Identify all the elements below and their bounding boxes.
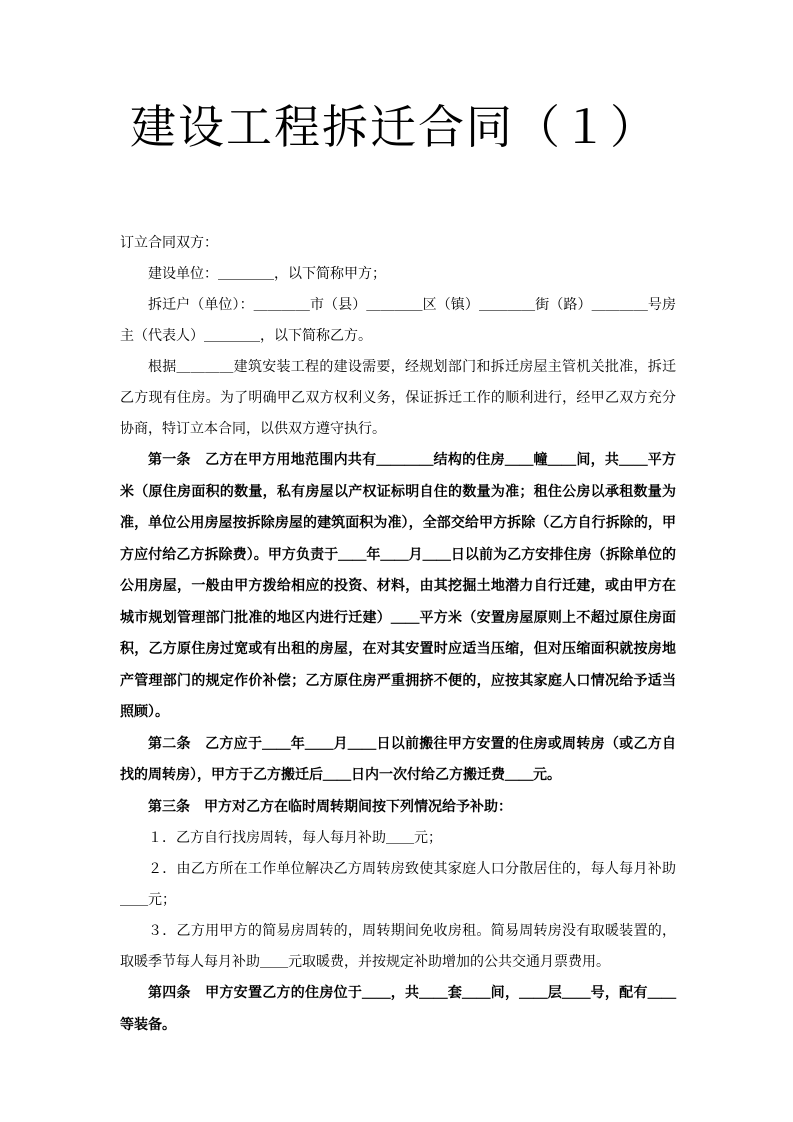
party-b-line: 拆迁户（单位）：＿＿＿＿市（县）＿＿＿＿区（镇）＿＿＿＿街（路）＿＿＿＿号房主（代表人）＿＿＿＿，以下简称乙方。 <box>120 297 676 344</box>
document-title: 建设工程拆迁合同（１） <box>130 100 658 154</box>
article-3-item-1: １．乙方自行找房周转，每人每月补助＿＿元； <box>148 830 442 846</box>
article-3-item-2: ２．由乙方所在工作单位解决乙方周转房致使其家庭人口分散居住的，每人每月补助＿＿元； <box>120 861 676 908</box>
party-a-line: 建设单位：＿＿＿＿，以下简称甲方； <box>148 266 386 282</box>
article-3: 第三条 甲方对乙方在临时周转期间按下列情况给予补助： <box>148 798 512 815</box>
preamble-paragraph: 根据＿＿＿＿建筑安装工程的建设需要，经规划部门和拆迁房屋主管机关批准，拆迁乙方现有住房。为了明确甲乙双方权利义务，保证拆迁工作的顺利进行，经甲乙双方充分协商，特订立本合同，以供双方遵守执行。 <box>120 359 676 437</box>
article-3-item-3: ３．乙方用甲方的简易房周转的，周转期间免收房租。简易周转房没有取暖装置的，取暖季节每人每月补助＿＿元取暖费，并按规定补助增加的公共交通月票费用。 <box>120 923 676 970</box>
article-2: 第二条 乙方应于＿＿年＿＿月＿＿日以前搬往甲方安置的住房或周转房（或乙方自找的周转房），甲方于乙方搬迁后＿＿日内一次付给乙方搬迁费＿＿元。 <box>120 735 676 783</box>
article-1: 第一条 乙方在甲方用地范围内共有＿＿＿＿结构的住房＿＿幢＿＿间，共＿＿平方米（原住房面积的数量，私有房屋以产权证标明自住的数量为准；租住公房以承租数量为准，单位公用房屋按拆除房屋的建筑面积为准），全部交给甲方拆除（乙方自行拆除的，甲方应付给乙方拆除费）。甲方负责于＿＿年＿＿月＿＿日以前为乙方安排住房（拆除单位的公用房屋，一般由甲方拨给相应的投资、材料，由其挖掘土地潜力自行迁建，或由甲方在城市规划管理部门批准的地区内进行迁建）＿＿平方米（安置房屋原则上不超过原住房面积，乙方原住房过宽或有出租的房屋，在对其安置时应适当压缩，但对压缩面积就按房地产管理部门的规定作价补偿；乙方原住房严重拥挤不便的，应按其家庭人口情况给予适当照顾）。 <box>120 452 676 720</box>
document-body <box>120 228 676 1041</box>
article-4: 第四条 甲方安置乙方的住房位于＿＿，共＿＿套＿＿间，＿＿层＿＿号，配有＿＿等装备。 <box>120 985 676 1033</box>
parties-heading: 订立合同双方： <box>120 235 218 251</box>
